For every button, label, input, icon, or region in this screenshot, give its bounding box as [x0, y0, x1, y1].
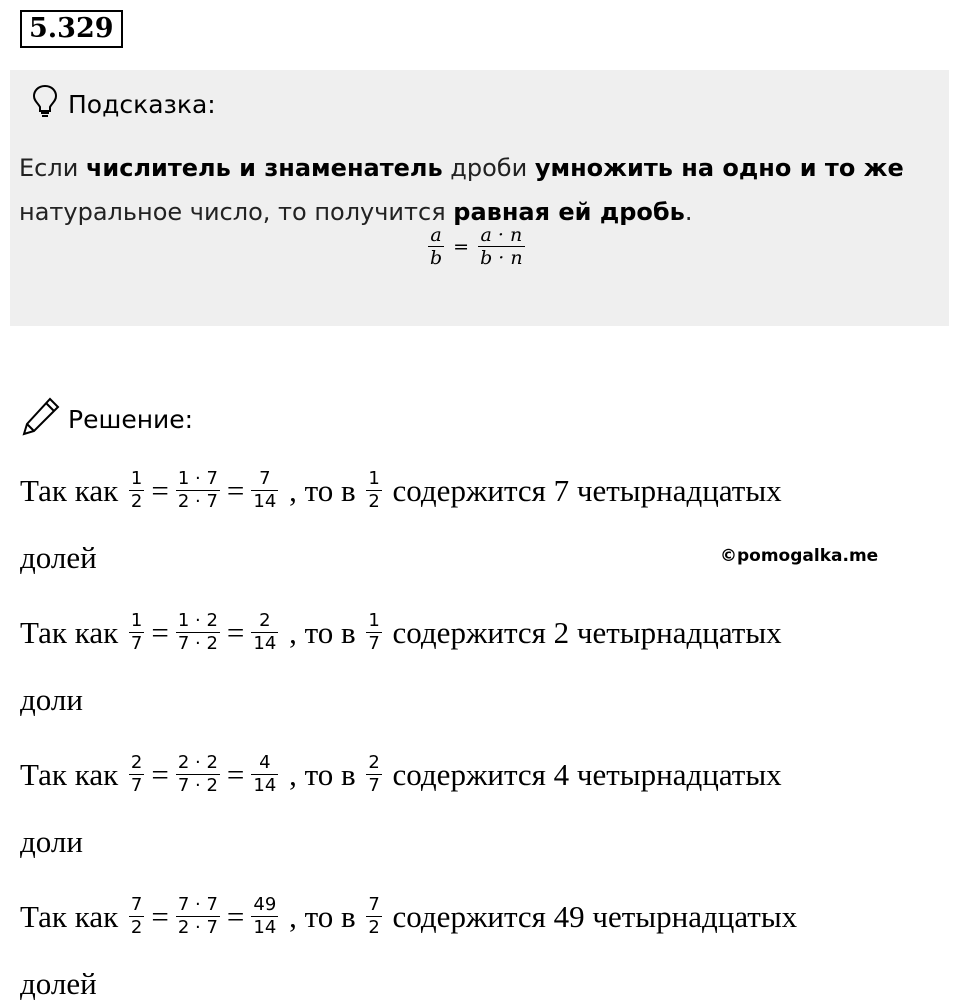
line-middle: , то в: [289, 756, 356, 792]
line-continuation: долей: [20, 966, 97, 1001]
fraction-result: $\frac{4}{14}$: [253, 752, 277, 796]
solution-line: [20, 610, 782, 655]
watermark: ©pomogalka.me: [720, 546, 879, 566]
equals-sign: =: [226, 472, 245, 508]
solution-line: [20, 894, 797, 939]
line-middle: , то в: [289, 614, 356, 650]
problem-number: 5.329: [20, 10, 123, 48]
fraction-reference: $\frac{1}{7}$: [368, 610, 380, 654]
line-middle: , то в: [289, 472, 356, 508]
fraction-reference: $\frac{1}{2}$: [368, 468, 380, 512]
fraction-reference: $\frac{2}{7}$: [368, 752, 380, 796]
line-middle: , то в: [289, 898, 356, 934]
pencil-icon: [20, 396, 62, 442]
line-continuation: доли: [20, 824, 83, 859]
fraction-product: $\frac{1 \cdot 7}{2 \cdot 7}$: [177, 468, 218, 512]
fraction-original: $\frac{1}{2}$: [130, 468, 143, 512]
equals-sign: =: [151, 472, 169, 508]
line-suffix: содержится 49 четырнадцатых: [392, 898, 798, 934]
equals-sign: =: [226, 898, 245, 934]
hint-title: Подсказка:: [68, 89, 216, 119]
equals-sign: =: [226, 614, 245, 650]
fraction-result: $\frac{49}{14}$: [253, 894, 277, 938]
hint-text: Если числитель и знаменатель дроби умножить на одно и то же натуральное число, то получится равная ей дробь.: [19, 154, 904, 226]
solution-title: Решение:: [68, 404, 194, 434]
line-prefix: Так как: [20, 898, 119, 934]
fraction-original: $\frac{1}{7}$: [130, 610, 143, 654]
fraction-product: $\frac{1 \cdot 2}{7 \cdot 2}$: [177, 610, 218, 654]
fraction-product: $\frac{7 \cdot 7}{2 \cdot 7}$: [177, 894, 218, 938]
line-suffix: содержится 4 четырнадцатых: [392, 756, 782, 792]
line-suffix: содержится 2 четырнадцатых: [392, 614, 782, 650]
fraction-result: $\frac{2}{14}$: [253, 610, 277, 654]
line-prefix: Так как: [20, 472, 119, 508]
solution-header: [20, 396, 193, 442]
fraction-original: $\frac{7}{2}$: [130, 894, 143, 938]
fraction-reference: $\frac{7}{2}$: [368, 894, 380, 938]
equals-sign: =: [151, 898, 169, 934]
solution-line: [20, 468, 782, 513]
solution-line: [20, 752, 782, 797]
hint-formula: $\frac{a}{b}$ = $\frac{a \cdot n}{b \cdot n}$: [430, 224, 523, 269]
fraction-product: $\frac{2 \cdot 2}{7 \cdot 2}$: [177, 752, 218, 796]
line-suffix: содержится 7 четырнадцатых: [392, 472, 782, 508]
lightbulb-icon: [32, 84, 58, 124]
hint-box: [10, 70, 949, 326]
fraction-original: $\frac{2}{7}$: [130, 752, 143, 796]
hint-header: [32, 84, 216, 124]
line-continuation: долей: [20, 540, 97, 575]
equals-sign: =: [151, 614, 169, 650]
fraction-result: $\frac{7}{14}$: [253, 468, 277, 512]
line-prefix: Так как: [20, 614, 119, 650]
line-continuation: доли: [20, 682, 83, 717]
line-prefix: Так как: [20, 756, 119, 792]
equals-sign: =: [151, 756, 169, 792]
equals-sign: =: [226, 756, 245, 792]
